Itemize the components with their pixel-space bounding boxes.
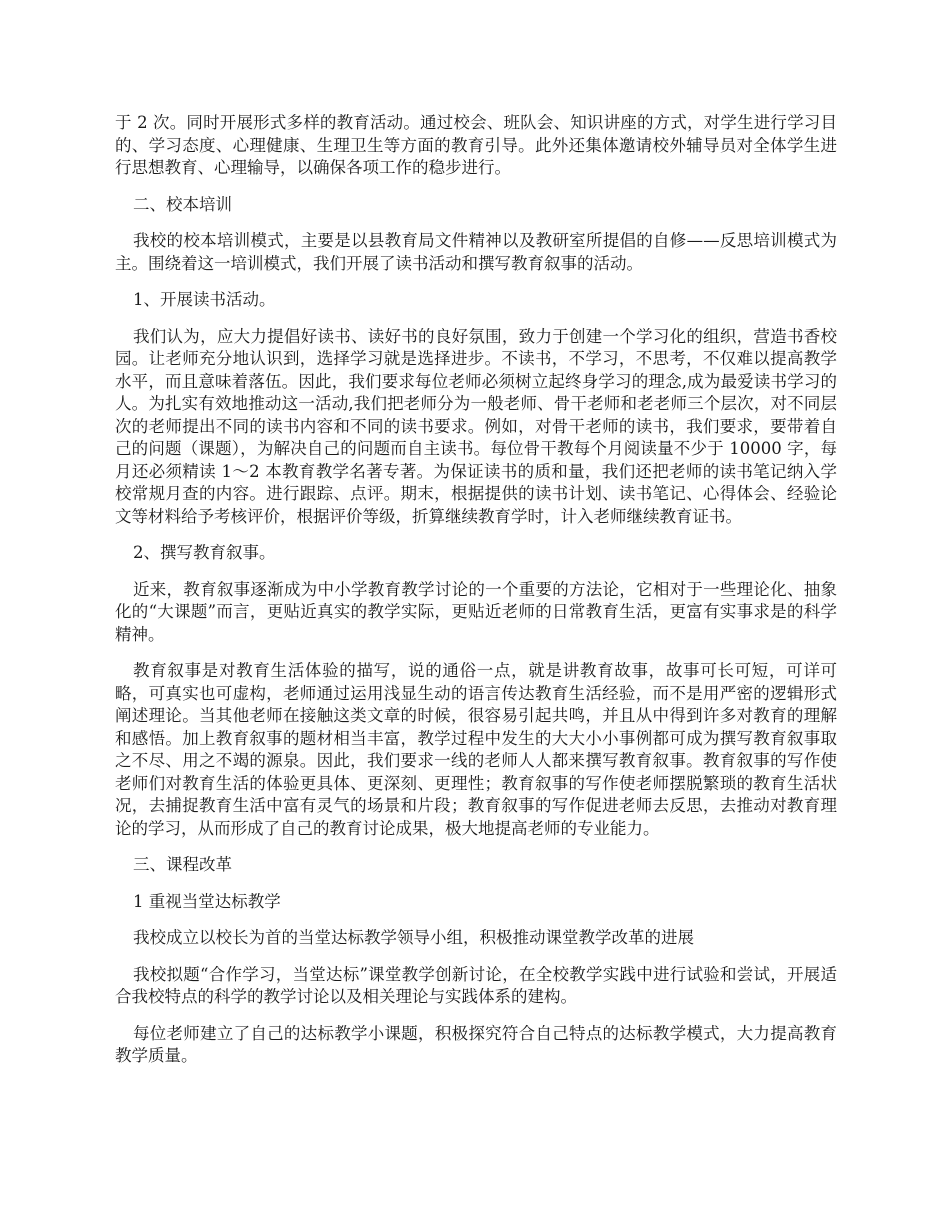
paragraph-continuation: 于 2 次。同时开展形式多样的教育活动。通过校会、班队会、知识讲座的方式，对学生进行学习目的、学习态度、心理健康、生理卫生等方面的教育引导。此外还集体邀请校外辅导员对全体学生进行思想教育、心理输导，以确保各项工作的稳步进行。 bbox=[115, 113, 837, 177]
subheading-reading-activity: 1、开展读书活动。 bbox=[133, 290, 276, 309]
paragraph-narrative-intro: 近来，教育叙事逐渐成为中小学教育教学讨论的一个重要的方法论，它相对于一些理论化、抽象化的“大课题”而言，更贴近真实的教学实际，更贴近老师的日常教育生活，更富有实事求是的科学精神。 bbox=[115, 579, 837, 644]
paragraph-narrative-detail: 教育叙事是对教育生活体验的描写，说的通俗一点，就是讲教育故事，故事可长可短，可详可略，可真实也可虚构，老师通过运用浅显生动的语言传达教育生活经验，而不是用严密的逻辑形式阐述理论。当其他老师在接触这类文章的时候，很容易引起共鸣，并且从中得到许多对教育的理解和感悟。加上教育叙事的题材相当丰富，教学过程中发生的大大小小事例都可成为撰写教育叙事取之不尽、用之不竭的源泉。因此，我们要求一线的老师人人都来撰写教育叙事。教育叙事的写作使老师们对教育生活的体验更具体、更深刻、更理性；教育叙事的写作使老师摆脱繁琐的教育生活状况，去捕捉教育生活中富有灵气的场景和片段；教育叙事的写作促进老师去反思，去推动对教育理论的学习，从而形成了自己的教育讨论成果，极大地提高老师的专业能力。 bbox=[115, 661, 837, 838]
paragraph-training-mode: 我校的校本培训模式，主要是以县教育局文件精神以及教研室所提倡的自修——反思培训模式为主。围绕着这一培训模式，我们开展了读书活动和撰写教育叙事的活动。 bbox=[115, 231, 837, 273]
section-heading-school-training: 二、校本培训 bbox=[133, 194, 232, 214]
subheading-education-narrative: 2、撰写教育叙事。 bbox=[133, 543, 276, 562]
section-heading-curriculum-reform: 三、课程改革 bbox=[133, 855, 232, 874]
paragraph-cooperative-learning: 我校拟题“合作学习，当堂达标”课堂教学创新讨论，在全校教学实践中进行试验和尝试，开展适合我校特点的科学的教学讨论以及相关理论与实践体系的建构。 bbox=[115, 964, 837, 1006]
paragraph-leadership-group: 我校成立以校长为首的当堂达标教学领导小组，积极推动课堂教学改革的进展 bbox=[133, 928, 694, 947]
document-body bbox=[115, 112, 837, 1082]
paragraph-teacher-projects: 每位老师建立了自己的达标教学小课题，积极探究符合自己特点的达标教学模式，大力提高教育教学质量。 bbox=[115, 1023, 837, 1065]
subheading-classroom-standard: 1 重视当堂达标教学 bbox=[133, 891, 281, 911]
paragraph-reading-activity: 我们认为，应大力提倡好读书、读好书的良好氛围，致力于创建一个学习化的组织，营造书香校园。让老师充分地认识到，选择学习就是选择进步。不读书，不学习，不思考，不仅难以提高教学水平，而且意味着落伍。因此，我们要求每位老师必须树立起终身学习的理念,成为最爱读书学习的人。为扎实有效地推动这一活动,我们把老师分为一般老师、骨干老师和老老师三个层次，对不同层次的老师提出不同的读书内容和不同的读书要求。例如，对骨干老师的读书，我们要求，要带着自己的问题（课题），为解决自己的问题而自主读书。每位骨干教每个月阅读量不少于 10000 字，每月还必须精读 1～2 本教育教学名著专著。为保证读书的质和量，我们还把老师的读书笔记纳入学校常规月查的内容。进行跟踪、点评。期末，根据提供的读书计划、读书笔记、心得体会、经验论文等材料给予考核评价，根据评价等级，折算继续教育学时，计入老师继续教育证书。 bbox=[115, 326, 837, 526]
